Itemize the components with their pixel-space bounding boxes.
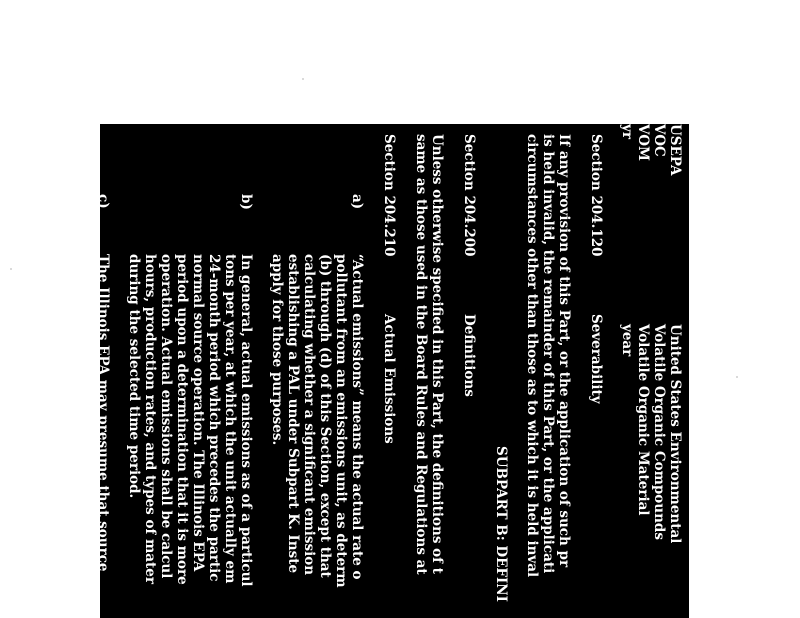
subsection-marker: b) [238,194,254,210]
paragraph-line: 24-month period which precedes the partic [206,254,222,582]
scan-speck [736,376,738,378]
severability-line: circumstances other than those as to which it is held inval [524,134,540,578]
paragraph-line: hours, production rates, and types of mater [142,254,158,584]
scan-speck [10,268,12,270]
scanned-page [1,124,689,618]
section-number: Section 204.200 [461,134,477,257]
paragraph-line: unit are equivalent to the actual emissions [79,254,95,579]
acronym-abbr: VOM [635,124,651,161]
section-title: Severability [588,314,604,404]
subsection-marker: c) [95,194,111,209]
paragraph-line: during the selected time period. [126,254,142,499]
definitions-line: Unless otherwise specified in this Part, the definitions of t [429,134,445,574]
paragraph-line: period upon a determination that it is more [174,254,190,585]
severability-line: If any provision of this Part, or the application of such pr [556,134,572,568]
paragraph-line: operation. Actual emissions shall be calcul [158,254,174,579]
paragraph-line: tons per year, at which the unit actually em [222,254,238,584]
paragraph-line: apply for those purposes. [269,254,285,446]
section-title: Definitions [461,314,477,397]
acronym-abbr: VOC [651,124,667,157]
document-body [1,124,689,618]
scan-speck [302,78,304,80]
paragraph-line: For any emissions unit that has not begun n [48,254,64,588]
paragraph-line: calculating whether a significant emission [301,254,317,576]
acronym-meaning: Volatile Organic Compounds [651,324,667,540]
paragraph-line: (b) through (d) of this Section, except that [317,254,333,578]
paragraph-line: In general, actual emissions as of a particul [238,254,254,587]
acronym-meaning: Volatile Organic Material [635,324,651,516]
paragraph-line: date, actual emissions shall equal the poten [32,254,48,588]
section-number: Section 204.210 [381,134,397,257]
subpart-heading: SUBPART B: DEFINI [493,446,509,602]
severability-line: is held invalid, the remainder of this Part, or the applicati [540,134,556,574]
section-number: Section 204.120 [588,134,604,257]
definitions-line: same as those used in the Board Rules and Regulations at [413,134,429,575]
paragraph-line: “Actual emissions” means the actual rate o [349,254,365,580]
acronym-abbr: yr [619,124,635,139]
section-title: Adverse Impact on Visibility [1,314,17,527]
paragraph-line: normal source operation. The Illinois EPA [190,254,206,572]
acronym-meaning: United States Environmental [667,324,683,544]
paragraph-line: pollutant from an emissions unit, as determ [333,254,349,588]
acronym-meaning: year [619,324,635,357]
acronym-abbr: USEPA [667,124,683,176]
subsection-marker: d) [48,194,64,210]
subsection-marker: a) [349,194,365,210]
paragraph-line: establishing a PAL under Subpart K. Inste [285,254,301,574]
paragraph-line: The Illinois EPA may presume that source [95,254,111,572]
section-title: Actual Emissions [381,314,397,444]
section-number: Section 204.220 [1,134,17,257]
